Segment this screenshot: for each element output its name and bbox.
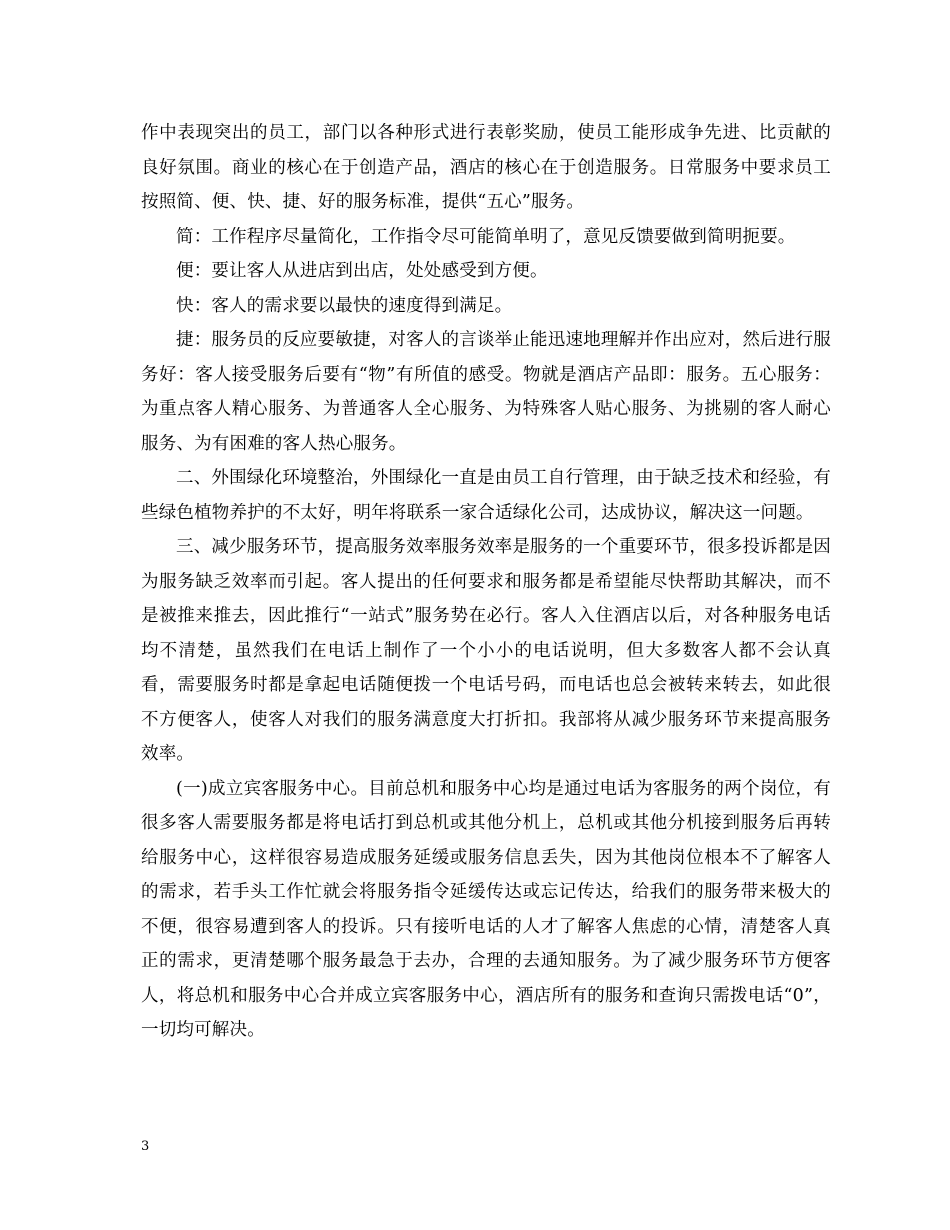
paragraph-intro: 作中表现突出的员工，部门以各种形式进行表彰奖励，使员工能形成争先进、比贡献的良好氛围。商业的核心在于创造产品，酒店的核心在于创造服务。日常服务中要求员工按照简、便、快、捷、好的服务标准，提供“五心”服务。 bbox=[141, 123, 831, 212]
paragraph-section-two: 二、外围绿化环境整治，外围绿化一直是由员工自行管理，由于缺乏技术和经验，有些绿色植物养护的不太好，明年将联系一家合适绿化公司，达成协议，解决这一问题。 bbox=[141, 468, 831, 523]
paragraph-jie: 捷：服务员的反应要敏捷，对客人的言谈举止能迅速地理解并作出应对，然后进行服务好：客人接受服务后要有“物”有所值的感受。物就是酒店产品即：服务。五心服务：为重点客人精心服务、为普通客人全心服务、为特殊客人贴心服务、为挑剔的客人耐心服务、为有困难的客人热心服务。 bbox=[141, 330, 831, 454]
paragraph-bian: 便：要让客人从进店到出店，处处感受到方便。 bbox=[176, 261, 548, 281]
paragraph-jian: 简：工作程序尽量简化，工作指令尽可能简单明了，意见反馈要做到简明扼要。 bbox=[176, 226, 796, 247]
paragraph-section-three: 三、减少服务环节，提高服务效率服务效率是服务的一个重要环节，很多投诉都是因为服务缺乏效率而引起。客人提出的任何要求和服务都是希望能尽快帮助其解决，而不是被推来推去，因此推行“一站式”服务势在必行。客人入住酒店以后，对各种服务电话均不清楚，虽然我们在电话上制作了一个小小的电话说明，但大多数客人都不会认真看，需要服务时都是拿起电话随便拨一个电话号码，而电话也总会被转来转去，如此很不方便客人，使客人对我们的服务满意度大打折扣。我部将从减少服务环节来提高服务效率。 bbox=[141, 537, 831, 764]
page-number: 3 bbox=[141, 1139, 150, 1154]
paragraph-subsection-one: (一)成立宾客服务中心。目前总机和服务中心均是通过电话为客服务的两个岗位，有很多客人需要服务都是将电话打到总机或其他分机上，总机或其他分机接到服务后再转给服务中心，这样很容易造成服务延缓或服务信息丢失，因为其他岗位根本不了解客人的需求，若手头工作忙就会将服务指令延缓传达或忘记传达，给我们的服务带来极大的不便，很容易遭到客人的投诉。只有接听电话的人才了解客人焦虑的心情，清楚客人真正的需求，更清楚哪个服务最急于去办，合理的去通知服务。为了减少服务环节方便客人，将总机和服务中心合并成立宾客服务中心，酒店所有的服务和查询只需拨电话“0”，一切均可解决。 bbox=[141, 778, 831, 1040]
document-body bbox=[141, 116, 831, 1048]
paragraph-kuai: 快：客人的需求要以最快的速度得到满足。 bbox=[176, 295, 513, 316]
